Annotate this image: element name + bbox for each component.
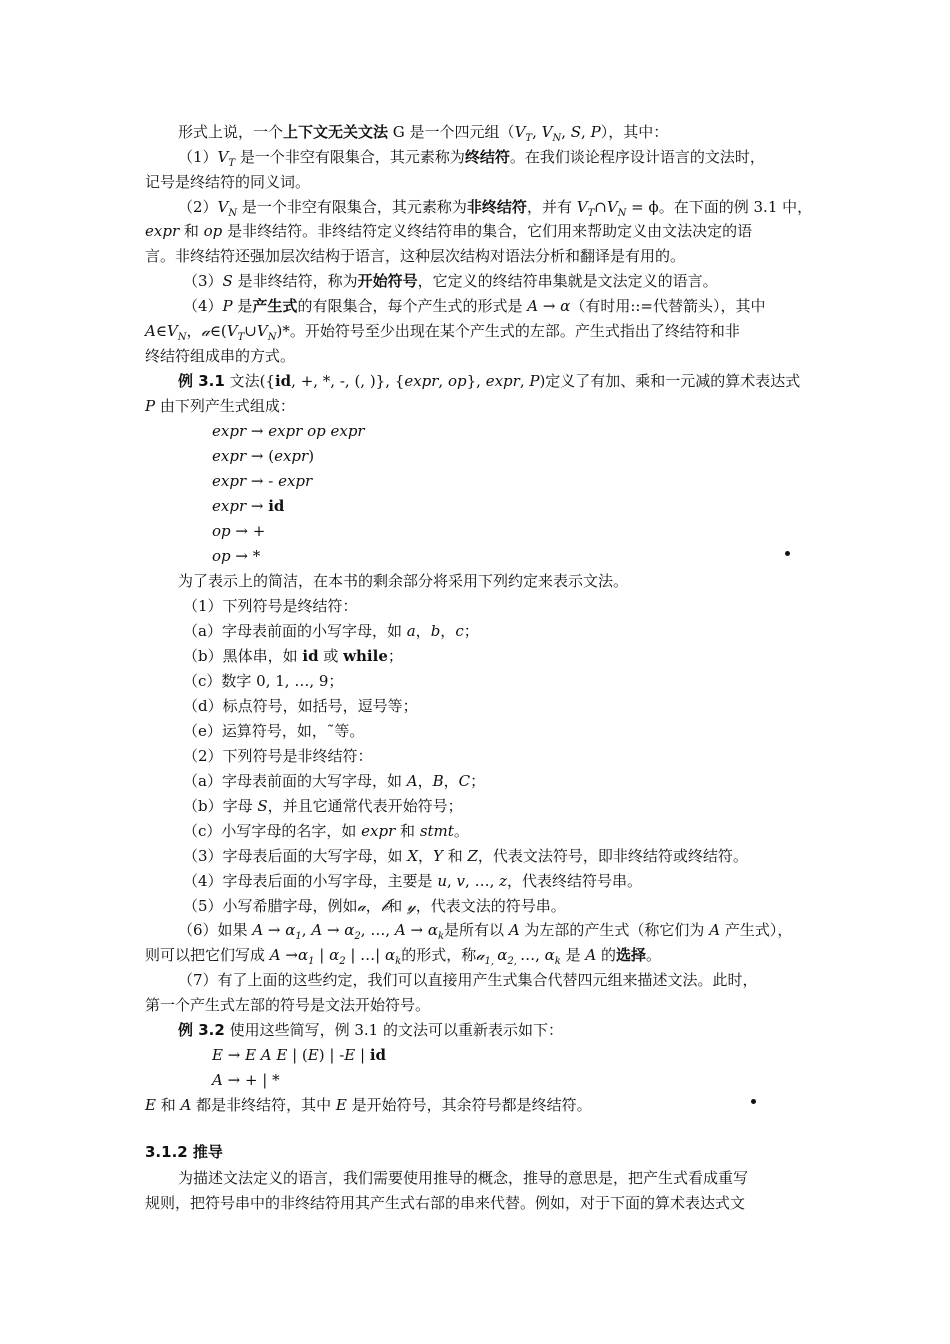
text-segment: G 是一个四元组（ — [388, 123, 515, 141]
text-segment: k — [395, 956, 402, 967]
text-segment: 𝒶 — [357, 897, 366, 915]
text-segment: 1 — [308, 956, 315, 967]
text-segment: ， — [443, 772, 459, 790]
text-segment: 开始符号 — [357, 272, 418, 290]
text-segment: （b）黑体串，如 — [183, 647, 303, 665]
text-segment: v — [456, 872, 466, 890]
text-segment: → — [222, 1046, 246, 1064]
text-segment: 是一个非空有限集合，其元素称为 — [235, 148, 465, 166]
text-segment: A — [394, 921, 406, 939]
text-segment: （a）字母表前面的大写字母，如 — [183, 772, 407, 790]
text-segment: id — [302, 647, 319, 665]
text-line — [145, 172, 310, 192]
text-segment: 是 — [560, 946, 586, 964]
text-segment: （a）字母表前面的小写字母，如 — [183, 622, 407, 640]
text-segment: α — [329, 946, 340, 964]
text-line — [145, 221, 752, 241]
text-line — [183, 271, 718, 291]
text-segment: N — [228, 208, 238, 219]
text-line — [212, 471, 312, 491]
text-segment: V — [514, 123, 526, 141]
text-segment: 和 — [442, 847, 468, 865]
text-segment: T — [525, 133, 533, 144]
text-segment: while — [343, 647, 388, 665]
text-line — [183, 696, 418, 716]
text-segment: expr — [212, 447, 247, 465]
text-segment: α — [385, 946, 396, 964]
text-segment: E — [307, 1046, 319, 1064]
text-segment: 𝒶 — [476, 946, 485, 964]
text-segment: expr — [212, 497, 247, 515]
text-segment: → * — [230, 547, 261, 565]
text-segment: u — [437, 872, 447, 890]
text-line — [145, 346, 295, 366]
text-segment: 是开始符号，其余符号都是终结符。 — [346, 1096, 592, 1114]
text-segment: 1 — [295, 931, 302, 942]
text-segment: A — [406, 772, 418, 790]
text-segment: （4） — [183, 297, 223, 315]
text-segment: op — [203, 222, 223, 240]
text-segment: → — [263, 921, 286, 939]
text-segment: stmt — [419, 822, 454, 840]
text-segment: k — [437, 931, 445, 942]
text-segment: ，它定义的终结符串集就是文法定义的语言。 — [417, 272, 718, 290]
text-segment: }, — [466, 372, 486, 390]
text-line — [183, 796, 463, 816]
text-segment: 记号是终结符的同义词。 — [145, 173, 311, 191]
text-segment: V — [256, 322, 268, 340]
text-segment: A — [585, 946, 597, 964]
text-segment: （c）小写字母的名字，如 — [183, 822, 362, 840]
text-segment: | ( — [287, 1046, 308, 1064]
text-segment: ； — [470, 772, 486, 790]
text-segment: α — [344, 921, 355, 939]
text-segment: 是 — [232, 297, 253, 315]
text-segment: （2）下列符号是非终结符： — [183, 747, 373, 765]
text-segment: id — [369, 1046, 386, 1064]
text-segment: T — [587, 208, 595, 219]
text-segment: 是非终结符，称为 — [232, 272, 358, 290]
text-segment: A — [252, 921, 264, 939]
text-segment: 2 — [339, 956, 346, 967]
text-segment: E — [145, 1096, 156, 1114]
text-segment: α — [297, 946, 309, 964]
text-segment: 𝓎 — [407, 897, 416, 915]
text-segment: A — [269, 946, 281, 964]
text-segment: ∈( — [209, 322, 227, 340]
text-segment: ∈ — [155, 322, 167, 340]
text-segment: 由下列产生式组成： — [155, 397, 295, 415]
text-segment: expr — [361, 822, 396, 840]
text-segment: α — [285, 921, 296, 939]
text-segment: op — [212, 547, 231, 565]
text-segment: → — [405, 921, 428, 939]
text-segment: = ϕ。在下面的例 3.1 中， — [626, 198, 813, 216]
text-segment: 产生式 — [252, 297, 298, 315]
text-segment: , …, — [360, 921, 395, 939]
text-segment: P — [222, 297, 233, 315]
text-segment: 是非终结符。非终结符定义终结符串的集合，它们用来帮助定义由文法决定的语 — [222, 222, 753, 240]
text-segment: )*。开始符号至少出现在某个产生式的左部。产生式指出了终结符和非 — [276, 322, 740, 340]
text-segment: )定义了有加、乘和一元减的算术表达式 — [539, 372, 801, 390]
text-segment: 𝒶 — [201, 322, 210, 340]
text-segment: V — [217, 148, 229, 166]
text-line — [183, 846, 748, 866]
text-line — [178, 571, 628, 591]
text-segment: 是所有以 — [444, 921, 509, 939]
text-segment: expr — [485, 372, 520, 390]
text-segment: N — [552, 133, 562, 144]
text-segment: → — [246, 497, 269, 515]
text-segment: N — [177, 332, 187, 343]
text-segment: → ( — [246, 447, 275, 465]
text-segment: → + — [230, 522, 266, 540]
text-segment: 文法({ — [224, 372, 275, 390]
text-segment: expr — [212, 472, 247, 490]
text-segment: ∩ — [594, 198, 607, 216]
text-segment: （1）下列符号是终结符： — [183, 597, 358, 615]
text-segment: 都是非终结符，其中 — [191, 1096, 336, 1114]
text-segment: ， — [440, 622, 456, 640]
text-segment: 第一个产生式左部的符号是文法开始符号。 — [145, 996, 431, 1014]
text-segment: （6）如果 — [178, 921, 253, 939]
text-line — [178, 147, 765, 174]
text-segment: V — [606, 198, 618, 216]
text-segment: B — [432, 772, 444, 790]
text-segment: α — [427, 921, 438, 939]
text-segment: P — [590, 123, 601, 141]
text-segment: （1） — [178, 148, 218, 166]
text-segment: ∪ — [244, 322, 257, 340]
text-segment: A — [180, 1096, 192, 1114]
text-segment: | — [355, 1046, 370, 1064]
text-segment: S — [570, 123, 582, 141]
text-segment: （7）有了上面的这些约定，我们可以直接用产生式集合代替四元组来描述文法。此时， — [178, 971, 758, 989]
text-line — [178, 371, 800, 391]
text-segment: A — [508, 921, 520, 939]
text-segment: op — [447, 372, 467, 390]
text-segment: α — [544, 946, 555, 964]
text-segment: → — [280, 946, 298, 964]
text-line — [178, 122, 668, 149]
text-segment: id — [274, 372, 292, 390]
text-segment: 的 — [596, 946, 617, 964]
text-segment: T — [237, 332, 245, 343]
text-segment: z — [499, 872, 508, 890]
text-line — [212, 1070, 280, 1090]
text-segment: T — [228, 158, 236, 169]
text-segment: ，并有 — [526, 198, 577, 216]
text-segment: b — [430, 622, 441, 640]
text-segment: S — [257, 797, 268, 815]
text-segment: 形式上说，一个 — [178, 123, 284, 141]
text-segment: , …, — [465, 872, 500, 890]
text-line — [178, 1020, 563, 1040]
text-segment: V — [166, 322, 178, 340]
text-segment: expr — [145, 222, 180, 240]
text-segment: N — [617, 208, 627, 219]
text-line — [178, 197, 812, 224]
text-line — [145, 396, 295, 416]
text-segment: （d）标点符号，如括号，逗号等； — [183, 697, 418, 715]
text-segment: | …| — [345, 946, 386, 964]
text-segment: α — [560, 297, 571, 315]
text-segment: expr — [278, 472, 313, 490]
text-segment: , — [519, 372, 530, 390]
text-segment: 使用这些简写，例 3.1 的文法可以重新表示如下： — [224, 1021, 563, 1039]
text-line — [183, 771, 485, 791]
text-segment: A — [212, 1071, 223, 1089]
text-line — [183, 821, 469, 841]
text-segment: ， — [186, 322, 202, 340]
text-segment: ) | - — [318, 1046, 345, 1064]
text-line — [183, 896, 566, 916]
text-segment: ) — [308, 447, 315, 465]
text-segment: 和 — [387, 897, 408, 915]
text-segment: id — [268, 497, 285, 515]
text-line — [183, 596, 358, 616]
text-segment: A — [709, 921, 721, 939]
text-segment: E — [335, 1096, 347, 1114]
text-segment: A — [311, 921, 323, 939]
text-segment: | — [314, 946, 330, 964]
text-segment: 上下文无关文法 — [283, 123, 389, 141]
text-segment: （有时用::=代替箭头），其中 — [570, 297, 766, 315]
text-segment: （3）字母表后面的大写字母，如 — [183, 847, 408, 865]
text-segment: , — [438, 372, 448, 390]
text-segment: （4）字母表后面的小写字母，主要是 — [183, 872, 438, 890]
text-segment: Z — [467, 847, 478, 865]
text-segment: 产生式）， — [720, 921, 793, 939]
text-segment: , +, *, -, (, )}, { — [291, 372, 405, 390]
text-line — [212, 446, 314, 466]
text-segment: 和 — [155, 1096, 181, 1114]
text-line — [212, 496, 284, 516]
text-segment: ； — [387, 647, 403, 665]
text-segment: 2, — [507, 956, 521, 967]
text-segment: 例 3.1 — [178, 372, 225, 390]
text-line — [212, 1045, 386, 1065]
text-segment: （5）小写希腊字母，例如 — [183, 897, 358, 915]
text-segment: 和 — [395, 822, 420, 840]
text-segment: , — [561, 123, 571, 141]
text-segment: （e）运算符号，如，˜等。 — [183, 722, 365, 740]
text-segment: → - — [246, 472, 279, 490]
text-segment: V — [226, 322, 238, 340]
text-segment: ， — [418, 847, 434, 865]
text-segment: 。 — [646, 946, 662, 964]
text-line — [212, 546, 260, 566]
bullet-mark — [751, 1099, 756, 1104]
text-line — [178, 1168, 748, 1188]
text-segment: 为描述文法定义的语言，我们需要使用推导的概念，推导的意思是，把产生式看成重写 — [178, 1169, 749, 1187]
text-segment: → — [322, 921, 345, 939]
text-line — [145, 321, 740, 348]
text-segment: a — [406, 622, 416, 640]
text-segment: V — [217, 198, 229, 216]
text-segment: （b）字母 — [183, 797, 258, 815]
text-line — [212, 421, 365, 441]
text-segment: …, — [520, 946, 545, 964]
text-segment: X — [407, 847, 419, 865]
text-segment: V — [541, 123, 553, 141]
text-segment: E — [212, 1046, 223, 1064]
text-segment: C — [458, 772, 471, 790]
text-segment: , — [447, 872, 457, 890]
text-segment: V — [576, 198, 588, 216]
text-segment: ），其中： — [600, 123, 669, 141]
section-heading: 3.1.2 推导 — [145, 1143, 223, 1161]
text-segment: 的有限集合，每个产生式的形式是 — [297, 297, 528, 315]
text-line — [183, 871, 642, 891]
text-segment: ； — [463, 622, 479, 640]
text-segment: 。在我们谈论程序设计语言的文法时， — [509, 148, 765, 166]
text-segment: k — [554, 956, 561, 967]
text-segment: 1, — [484, 956, 498, 967]
text-segment: 是一个非空有限集合，其元素称为 — [237, 198, 467, 216]
text-line — [183, 721, 364, 741]
text-segment: ，代表文法符号，即非终结符或终结符。 — [477, 847, 748, 865]
text-line — [183, 296, 766, 316]
text-segment: 则可以把它们写成 — [145, 946, 270, 964]
text-segment: expr op expr — [268, 422, 365, 440]
text-segment: 𝒷 — [380, 897, 388, 915]
text-segment: 终结符 — [464, 148, 510, 166]
text-segment: expr — [212, 422, 247, 440]
text-segment: , — [581, 123, 591, 141]
text-segment: → + | * — [222, 1071, 280, 1089]
text-segment: （c）数字 0, 1, …, 9； — [183, 672, 344, 690]
text-segment: 规则，把符号串中的非终结符用其产生式右部的串来代替。例如，对于下面的算术表达式文 — [145, 1194, 746, 1212]
text-segment: E — [344, 1046, 356, 1064]
text-segment: 例 3.2 — [178, 1021, 225, 1039]
text-segment: , — [532, 123, 542, 141]
text-segment: ，并且它通常代表开始符号； — [267, 797, 463, 815]
text-segment: A — [527, 297, 539, 315]
text-segment: （3） — [183, 272, 223, 290]
text-segment: → — [538, 297, 561, 315]
text-segment: ，代表终结符号串。 — [507, 872, 643, 890]
text-line — [145, 1095, 592, 1115]
text-segment: ， — [415, 622, 431, 640]
text-line — [183, 646, 403, 666]
text-segment: A — [145, 322, 156, 340]
text-segment: ，代表文法的符号串。 — [415, 897, 566, 915]
text-line — [145, 995, 430, 1015]
text-segment: 为左部的产生式（称它们为 — [519, 921, 710, 939]
text-segment: α — [497, 946, 508, 964]
text-segment: ， — [417, 772, 433, 790]
text-segment: S — [222, 272, 233, 290]
text-line — [183, 671, 343, 691]
text-line — [178, 920, 792, 947]
text-segment: , — [301, 921, 312, 939]
text-line — [183, 746, 373, 766]
text-segment: 非终结符 — [466, 198, 527, 216]
text-segment: （2） — [178, 198, 218, 216]
text-line — [178, 970, 758, 990]
text-segment: 的形式，称 — [401, 946, 477, 964]
text-segment: c — [455, 622, 464, 640]
text-segment: N — [267, 332, 277, 343]
text-line — [183, 621, 479, 641]
text-segment: 选择 — [616, 946, 647, 964]
text-line — [145, 945, 661, 972]
text-segment: P — [145, 397, 156, 415]
text-segment: Y — [433, 847, 443, 865]
text-segment: 和 — [179, 222, 204, 240]
text-segment: 或 — [318, 647, 344, 665]
text-line — [212, 521, 265, 541]
text-segment: op — [212, 522, 231, 540]
text-segment: 。 — [453, 822, 469, 840]
text-segment: expr — [274, 447, 309, 465]
text-segment: 为了表示上的简洁，在本书的剩余部分将采用下列约定来表示文法。 — [178, 572, 629, 590]
text-segment: P — [529, 372, 540, 390]
text-segment: ， — [365, 897, 381, 915]
text-line — [145, 246, 685, 266]
text-segment: E A E — [245, 1046, 288, 1064]
text-segment: 2 — [354, 931, 361, 942]
text-segment: 言。非终结符还强加层次结构于语言，这种层次结构对语法分析和翻译是有用的。 — [145, 247, 686, 265]
text-segment: expr — [404, 372, 439, 390]
text-segment: 终结符组成串的方式。 — [145, 347, 296, 365]
text-segment: → — [246, 422, 269, 440]
bullet-mark — [785, 551, 790, 556]
text-line — [145, 1193, 745, 1213]
